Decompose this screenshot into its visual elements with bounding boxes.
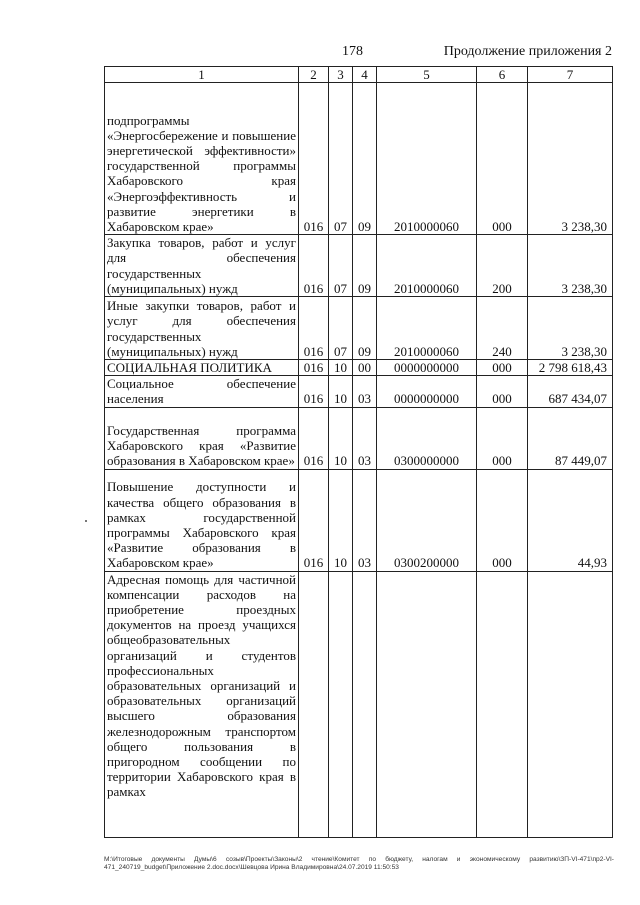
table-row — [105, 469, 613, 571]
cell-target-article: 2010000060 — [377, 83, 477, 235]
cell-amount: 2 798 618,43 — [528, 360, 613, 376]
cell-amount: 3 238,30 — [528, 83, 613, 235]
cell-ministry: 016 — [299, 360, 329, 376]
row-name: Закупка товаров, работ и услуг для обеспечения государственных (муниципальных) нужд — [105, 235, 299, 297]
cell-amount: 87 449,07 — [528, 407, 613, 469]
row-name: Повышение доступности и качества общего образования в рамках государственной программы Хабаровского края «Развитие образования в Хабаровском крае» — [105, 469, 299, 571]
cell-expense-type: 000 — [477, 376, 528, 407]
cell-expense-type: 000 — [477, 360, 528, 376]
cell-subsection — [353, 571, 377, 837]
cell-ministry: 016 — [299, 235, 329, 297]
row-name: Государственная программа Хабаровского края «Развитие образования в Хабаровском крае» — [105, 407, 299, 469]
cell-expense-type: 000 — [477, 469, 528, 571]
cell-subsection: 09 — [353, 235, 377, 297]
cell-amount: 3 238,30 — [528, 297, 613, 360]
cell-expense-type: 240 — [477, 297, 528, 360]
cell-subsection: 03 — [353, 469, 377, 571]
table-row — [105, 407, 613, 469]
file-path-footer: M:\Итоговые документы Думы\6 созыв\Проекты\Законы\2 чтение\Комитет по бюджету, налогам и экономическому развитию\ЗП-VI-471\пр2-VI-471_240719_budget\Приложение 2.doc.docx\Шевцова Ирина Владимировна\24.07.2019 11:50:53 — [104, 856, 614, 871]
table-row — [105, 83, 613, 235]
cell-target-article — [377, 571, 477, 837]
column-header: 4 — [353, 67, 377, 83]
cell-section: 07 — [329, 235, 353, 297]
cell-subsection: 09 — [353, 83, 377, 235]
row-name: подпрограммы «Энергосбережение и повышение энергетической эффективности» государственной программы Хабаровского края «Энергоэффективность и развитие энергетики в Хабаровском крае» — [105, 83, 299, 235]
cell-amount: 44,93 — [528, 469, 613, 571]
cell-expense-type: 000 — [477, 407, 528, 469]
cell-ministry: 016 — [299, 297, 329, 360]
table-row — [105, 571, 613, 837]
row-name: СОЦИАЛЬНАЯ ПОЛИТИКА — [105, 360, 299, 376]
cell-ministry: 016 — [299, 376, 329, 407]
row-name: Иные закупки товаров, работ и услуг для обеспечения государственных (муниципальных) нужд — [105, 297, 299, 360]
cell-section: 10 — [329, 376, 353, 407]
cell-amount: 687 434,07 — [528, 376, 613, 407]
cell-amount: 3 238,30 — [528, 235, 613, 297]
column-header: 5 — [377, 67, 477, 83]
cell-expense-type: 200 — [477, 235, 528, 297]
cell-section: 10 — [329, 469, 353, 571]
scan-speck — [85, 520, 87, 522]
cell-amount — [528, 571, 613, 837]
table-row — [105, 297, 613, 360]
cell-subsection: 09 — [353, 297, 377, 360]
cell-target-article: 2010000060 — [377, 235, 477, 297]
cell-ministry: 016 — [299, 407, 329, 469]
cell-section — [329, 571, 353, 837]
column-header: 1 — [105, 67, 299, 83]
cell-section: 07 — [329, 297, 353, 360]
cell-ministry: 016 — [299, 469, 329, 571]
cell-expense-type: 000 — [477, 83, 528, 235]
table-row — [105, 360, 613, 376]
cell-ministry — [299, 571, 329, 837]
cell-target-article: 0000000000 — [377, 360, 477, 376]
cell-subsection: 03 — [353, 376, 377, 407]
continuation-label: Продолжение приложения 2 — [443, 44, 612, 59]
cell-target-article: 0000000000 — [377, 376, 477, 407]
column-header: 2 — [299, 67, 329, 83]
cell-section: 07 — [329, 83, 353, 235]
table-row — [105, 235, 613, 297]
cell-subsection: 00 — [353, 360, 377, 376]
cell-section: 10 — [329, 407, 353, 469]
row-name: Социальное обеспечение населения — [105, 376, 299, 407]
table-header-row — [105, 67, 613, 83]
cell-expense-type — [477, 571, 528, 837]
cell-target-article: 0300000000 — [377, 407, 477, 469]
column-header: 6 — [477, 67, 528, 83]
page-number: 178 — [342, 44, 363, 59]
row-name: Адресная помощь для частичной компенсации расходов на приобретение проездных документов на проезд учащихся общеобразовательных организаций и студентов профессиональных образовательных организаций и образовательных организаций высшего образования железнодорожным транспортом общего пользования в пригородном сообщении по территории Хабаровского края в рамках — [105, 571, 299, 837]
column-header: 7 — [528, 67, 613, 83]
column-header: 3 — [329, 67, 353, 83]
table-row — [105, 376, 613, 407]
cell-target-article: 2010000060 — [377, 297, 477, 360]
budget-table — [104, 66, 613, 838]
cell-ministry: 016 — [299, 83, 329, 235]
cell-target-article: 0300200000 — [377, 469, 477, 571]
cell-subsection: 03 — [353, 407, 377, 469]
cell-section: 10 — [329, 360, 353, 376]
